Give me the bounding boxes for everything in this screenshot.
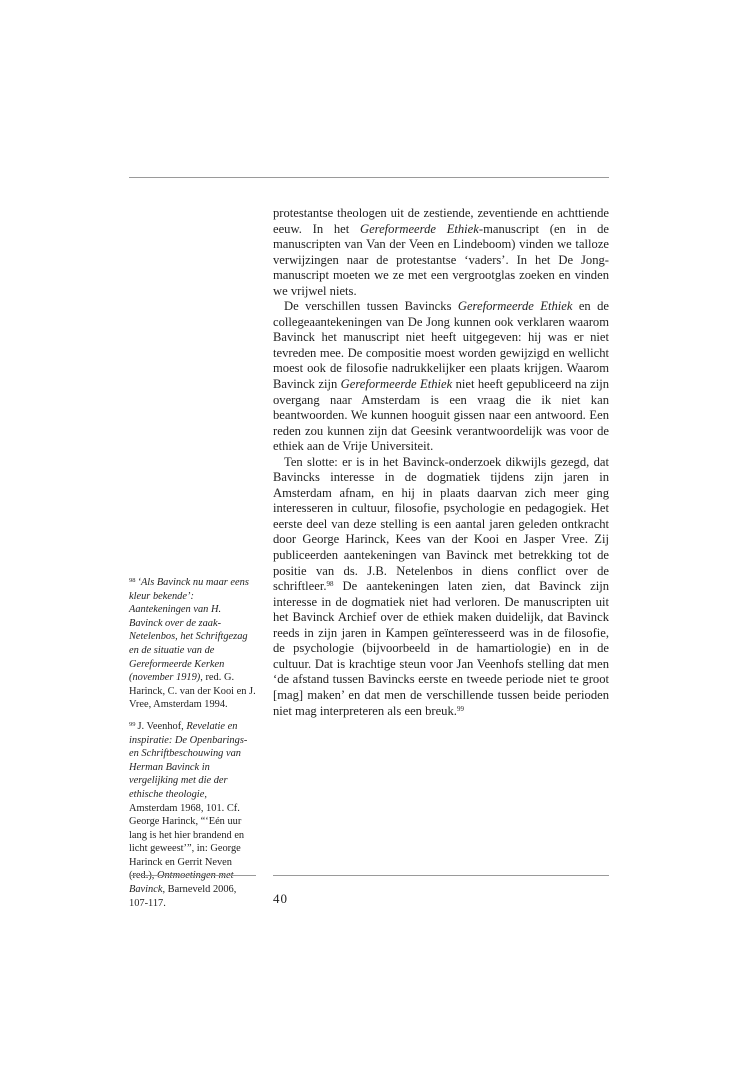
footnote-reference: 98 <box>326 580 334 589</box>
page-number: 40 <box>273 891 288 906</box>
body-paragraph-3 <box>273 455 609 719</box>
text-bottom-rule <box>273 875 609 876</box>
footnote-98-text <box>129 577 256 710</box>
text-run: -manuscript (en in de manuscripten van Van der Veen en Lindeboom) vinden we talloze verwijzingen naar de protestantse ‘vaders’. In het De Jong-manuscript moeten we ze met een vergrootglas zoeken en vinden we vrijwel niets. <box>273 221 609 298</box>
text-run: Ten slotte: er is in het Bavinck-onderzoek dikwijls gezegd, dat Bavincks interesse in de dogmatiek tijdens zijn jaren in Amsterdam afnam, en hij in plaats daarvan zich meer ging interesseren in cultuur, filosofie, psychologie en pedagogiek. Het eerste deel van deze stelling is een aantal jaren geleden ontkracht door George Harinck, Kees van der Kooi en Jasper Vree. Zij publiceerden aantekeningen van Bavinck met betrekking tot de positie van ds. J.B. Netelenbos in diens conflict over de schriftleer. <box>273 454 609 594</box>
italic-text: Bavinck <box>129 884 163 896</box>
text-run: niet heeft gepubliceerd na zijn overgang naar Amsterdam is een vraag die ik niet kan beantwoorden. We kunnen hooguit gissen naar een antwoord. Een reden zou kunnen zijn dat Geesink verantwoordelijk was voor de ethiek aan de Vrije Universiteit. <box>273 377 609 454</box>
footnote-99-text <box>129 721 247 909</box>
footnote-column <box>129 576 256 918</box>
text-run: , red. G. Harinck, C. van der Kooi en J. Vree, Amsterdam 1994. <box>129 672 256 711</box>
footnote-98-number: 98 <box>129 577 136 584</box>
italic-text: ‘Als Bavinck nu maar eens kleur bekende’: Aantekeningen van H. Bavinck over de zaak-Netelenbos, het Schriftgezag en de situatie van de Gereformeerde Kerken (november 1919) <box>129 577 249 684</box>
footnote-bottom-rule <box>129 875 256 876</box>
italic-text: Gereformeerde Ethiek <box>457 299 573 314</box>
main-text-column <box>273 206 609 719</box>
italic-text: Revelatie en inspiratie: De Openbarings- en Schriftbeschouwing van Herman Bavinck in vergelijking met die der ethische theologie <box>129 720 248 800</box>
footnote-98 <box>129 576 256 712</box>
text-run: J. Veenhof, <box>137 720 187 732</box>
text-run: protestantse theologen uit de zestiende, zeventiende en achttiende eeuw. In het <box>273 206 609 236</box>
body-paragraph-2 <box>273 299 609 454</box>
text-run: , Amsterdam 1968, 101. Cf. George Harinck, “‘Eén uur lang is het hier brandend en licht geweest’”, in: George Harinck en Gerrit Neven <box>129 788 245 868</box>
text-run: , Barneveld 2006, 107-117. <box>129 884 237 909</box>
footnote-99 <box>129 720 256 910</box>
italic-text: Gereformeerde Ethiek <box>340 377 453 392</box>
footnote-reference: 99 <box>456 704 464 713</box>
text-run: De verschillen tussen Bavincks <box>284 299 458 314</box>
body-paragraph-1 <box>273 206 609 299</box>
top-rule <box>129 177 609 178</box>
footnote-99-number: 99 <box>129 720 136 728</box>
text-run: en de collegeaantekeningen van De Jong kunnen ook verklaren waarom Bavinck het manuscript niet heeft uitgegeven: hij was er niet tevreden mee. De compositie moest worden gewijzigd en wellicht moest ook de filosofie nadrukkelijker een plaats krijgen. Waarom Bavinck zijn <box>273 299 609 392</box>
text-run: De aantekeningen laten zien, dat Bavinck zijn interesse in de dogmatiek niet had verloren. De manuscripten uit het Bavinck Archief over de ethiek maken duidelijk, dat Bavinck reeds in zijn jaren in Kampen geïnteresseerd was in de filosofie, de psychologie (bijvoorbeeld in de hamartiologie) en in de cultuur. Dat is krachtige steun voor Jan Veenhofs stelling dat men ‘de afstand tussen Bavincks eerste en tweede periode niet te groot [mag] maken’ en dat men de verschillende tussen beide perioden niet mag interpreteren als een breuk. <box>273 579 609 718</box>
italic-text: Gereformeerde Ethiek <box>359 221 479 236</box>
